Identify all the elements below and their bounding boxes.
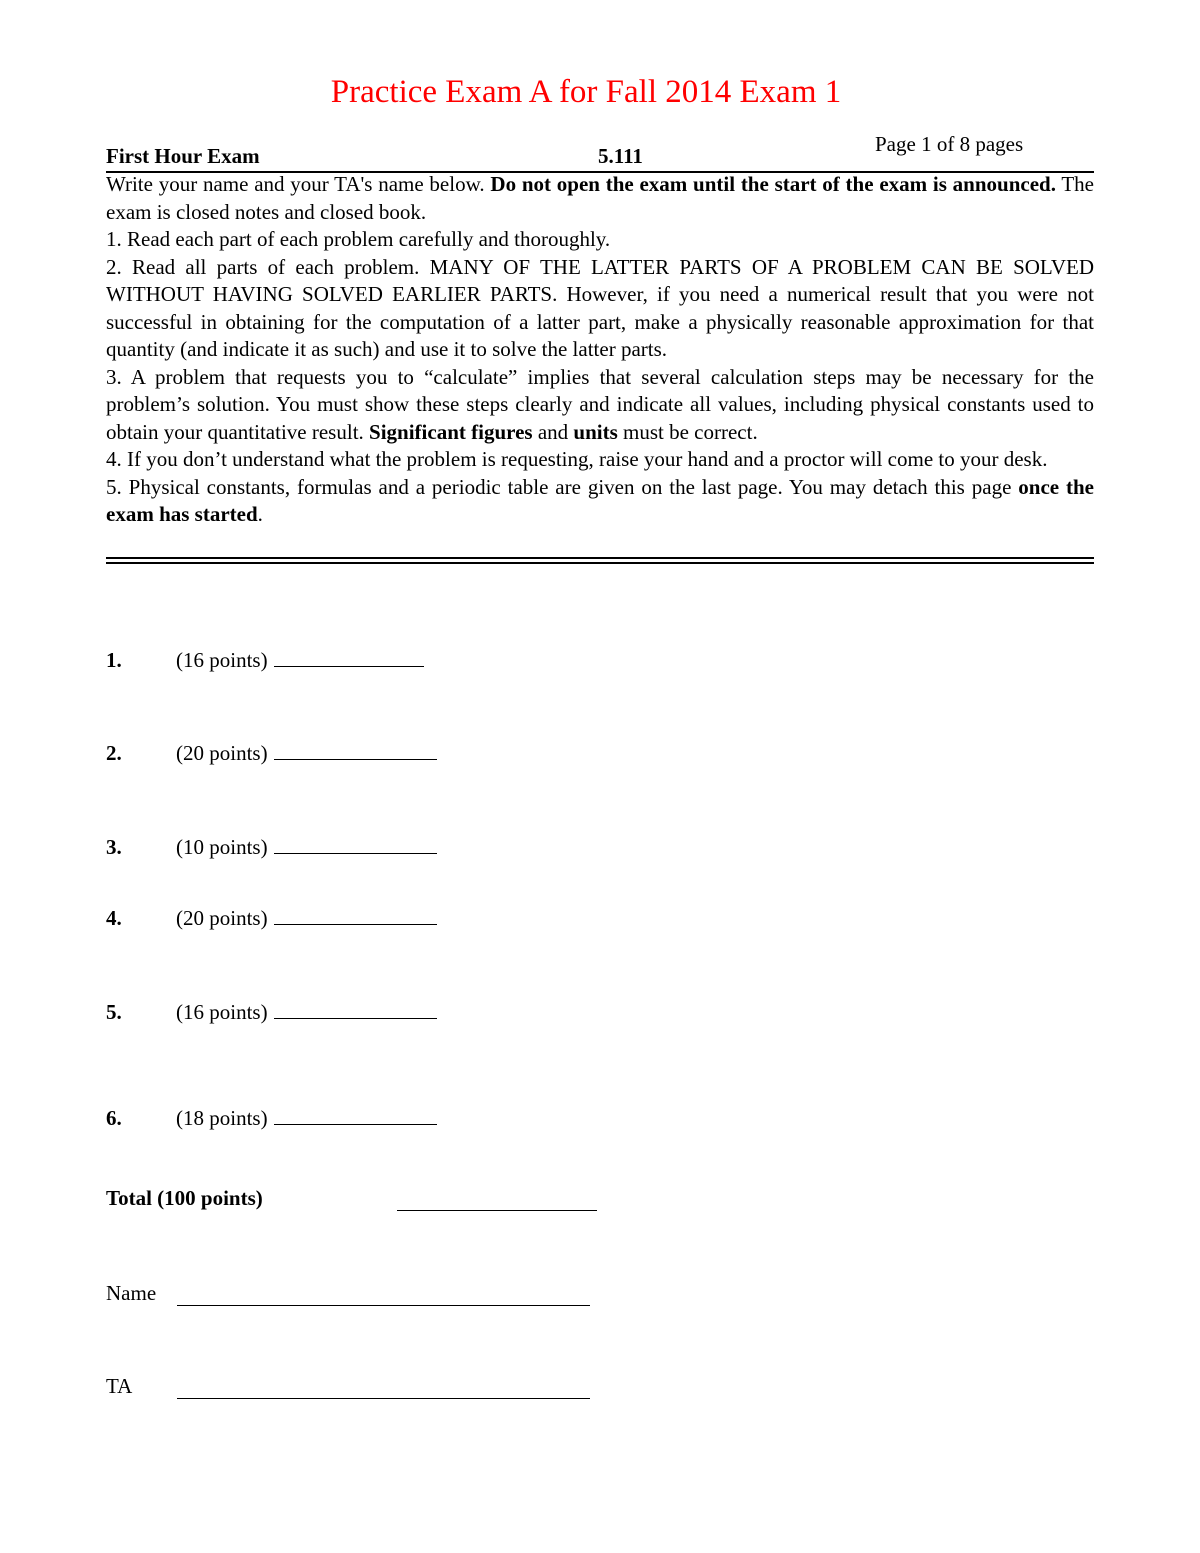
instruction-item-5 (106, 474, 1094, 529)
score-blank[interactable] (274, 998, 437, 1019)
item5-text-b: . (257, 502, 263, 526)
problem-score-row (106, 1104, 437, 1131)
intro-text: Write your name and your TA's name below. (106, 172, 485, 196)
item5-text-a: 5. Physical constants, formulas and a periodic table are given on the last page. You may detach this page (106, 474, 1019, 499)
score-blank[interactable] (274, 646, 424, 667)
problem-score-row (106, 998, 437, 1025)
problem-points: (18 points) (176, 1106, 268, 1130)
intro-bold-text: Do not open the exam until the start of the exam is announced. (490, 172, 1056, 196)
problem-number: 1. (106, 648, 122, 672)
instructions-divider-1 (106, 557, 1094, 559)
instructions (106, 171, 1094, 529)
problem-score-row (106, 646, 424, 673)
name-field[interactable] (177, 1280, 590, 1306)
problem-score-row (106, 833, 437, 860)
course-number: 5.111 (598, 144, 643, 168)
problem-number: 5. (106, 1000, 122, 1024)
instruction-item-1: 1. Read each part of each problem carefully and thoroughly. (106, 227, 611, 251)
name-label: Name (106, 1281, 157, 1305)
total-label: Total (100 points) (106, 1186, 263, 1210)
item3-bold-2: units (573, 419, 618, 444)
problem-score-row (106, 739, 437, 766)
score-blank[interactable] (274, 904, 437, 925)
instruction-item-3 (106, 364, 1094, 447)
ta-field[interactable] (177, 1373, 590, 1399)
instruction-item-4: 4. If you don’t understand what the problem is requesting, raise your hand and a proctor will come to your desk. (106, 447, 1048, 471)
problem-points: (16 points) (176, 1000, 268, 1024)
item3-text-c: must be correct. (617, 419, 758, 444)
instructions-divider-2 (106, 562, 1094, 564)
total-score-blank[interactable] (397, 1185, 597, 1211)
item3-text-a: 3. A problem that requests you to “calculate” implies that several calculation steps may be necessary for the problem’s solution. You must show these steps clearly and indicate all values, including physical constants used to obtain your quantitative result. (106, 364, 1094, 444)
item3-bold-1: Significant figures (369, 419, 533, 444)
intro-text-2: The exam is closed notes and closed book. (106, 172, 1094, 224)
instruction-item-2: 2. Read all parts of each problem. MANY OF THE LATTER PARTS OF A PROBLEM CAN BE SOLVED WITHOUT HAVING SOLVED EARLIER PARTS. However, if you need a numerical result that you were not successful in obtaining for the computation of a latter part, make a physically reasonable approximation for that quantity (and indicate it as such) and use it to solve the latter parts. (106, 254, 1094, 361)
score-blank[interactable] (274, 1104, 437, 1125)
problem-number: 4. (106, 906, 122, 930)
exam-name: First Hour Exam (106, 144, 260, 168)
problem-number: 3. (106, 835, 122, 859)
instructions-intro (106, 171, 1094, 226)
problem-points: (10 points) (176, 835, 268, 859)
score-blank[interactable] (274, 739, 437, 760)
exam-title: Practice Exam A for Fall 2014 Exam 1 (330, 74, 842, 110)
ta-label: TA (106, 1374, 133, 1398)
problem-points: (20 points) (176, 741, 268, 765)
score-blank[interactable] (274, 833, 437, 854)
problem-points: (16 points) (176, 648, 268, 672)
problem-number: 6. (106, 1106, 122, 1130)
problem-number: 2. (106, 741, 122, 765)
page-indicator: Page 1 of 8 pages (875, 132, 1024, 156)
problem-points: (20 points) (176, 906, 268, 930)
item5-bold: once the exam has started (106, 474, 1094, 526)
problem-score-row (106, 904, 437, 931)
item3-text-b: and (532, 419, 574, 444)
